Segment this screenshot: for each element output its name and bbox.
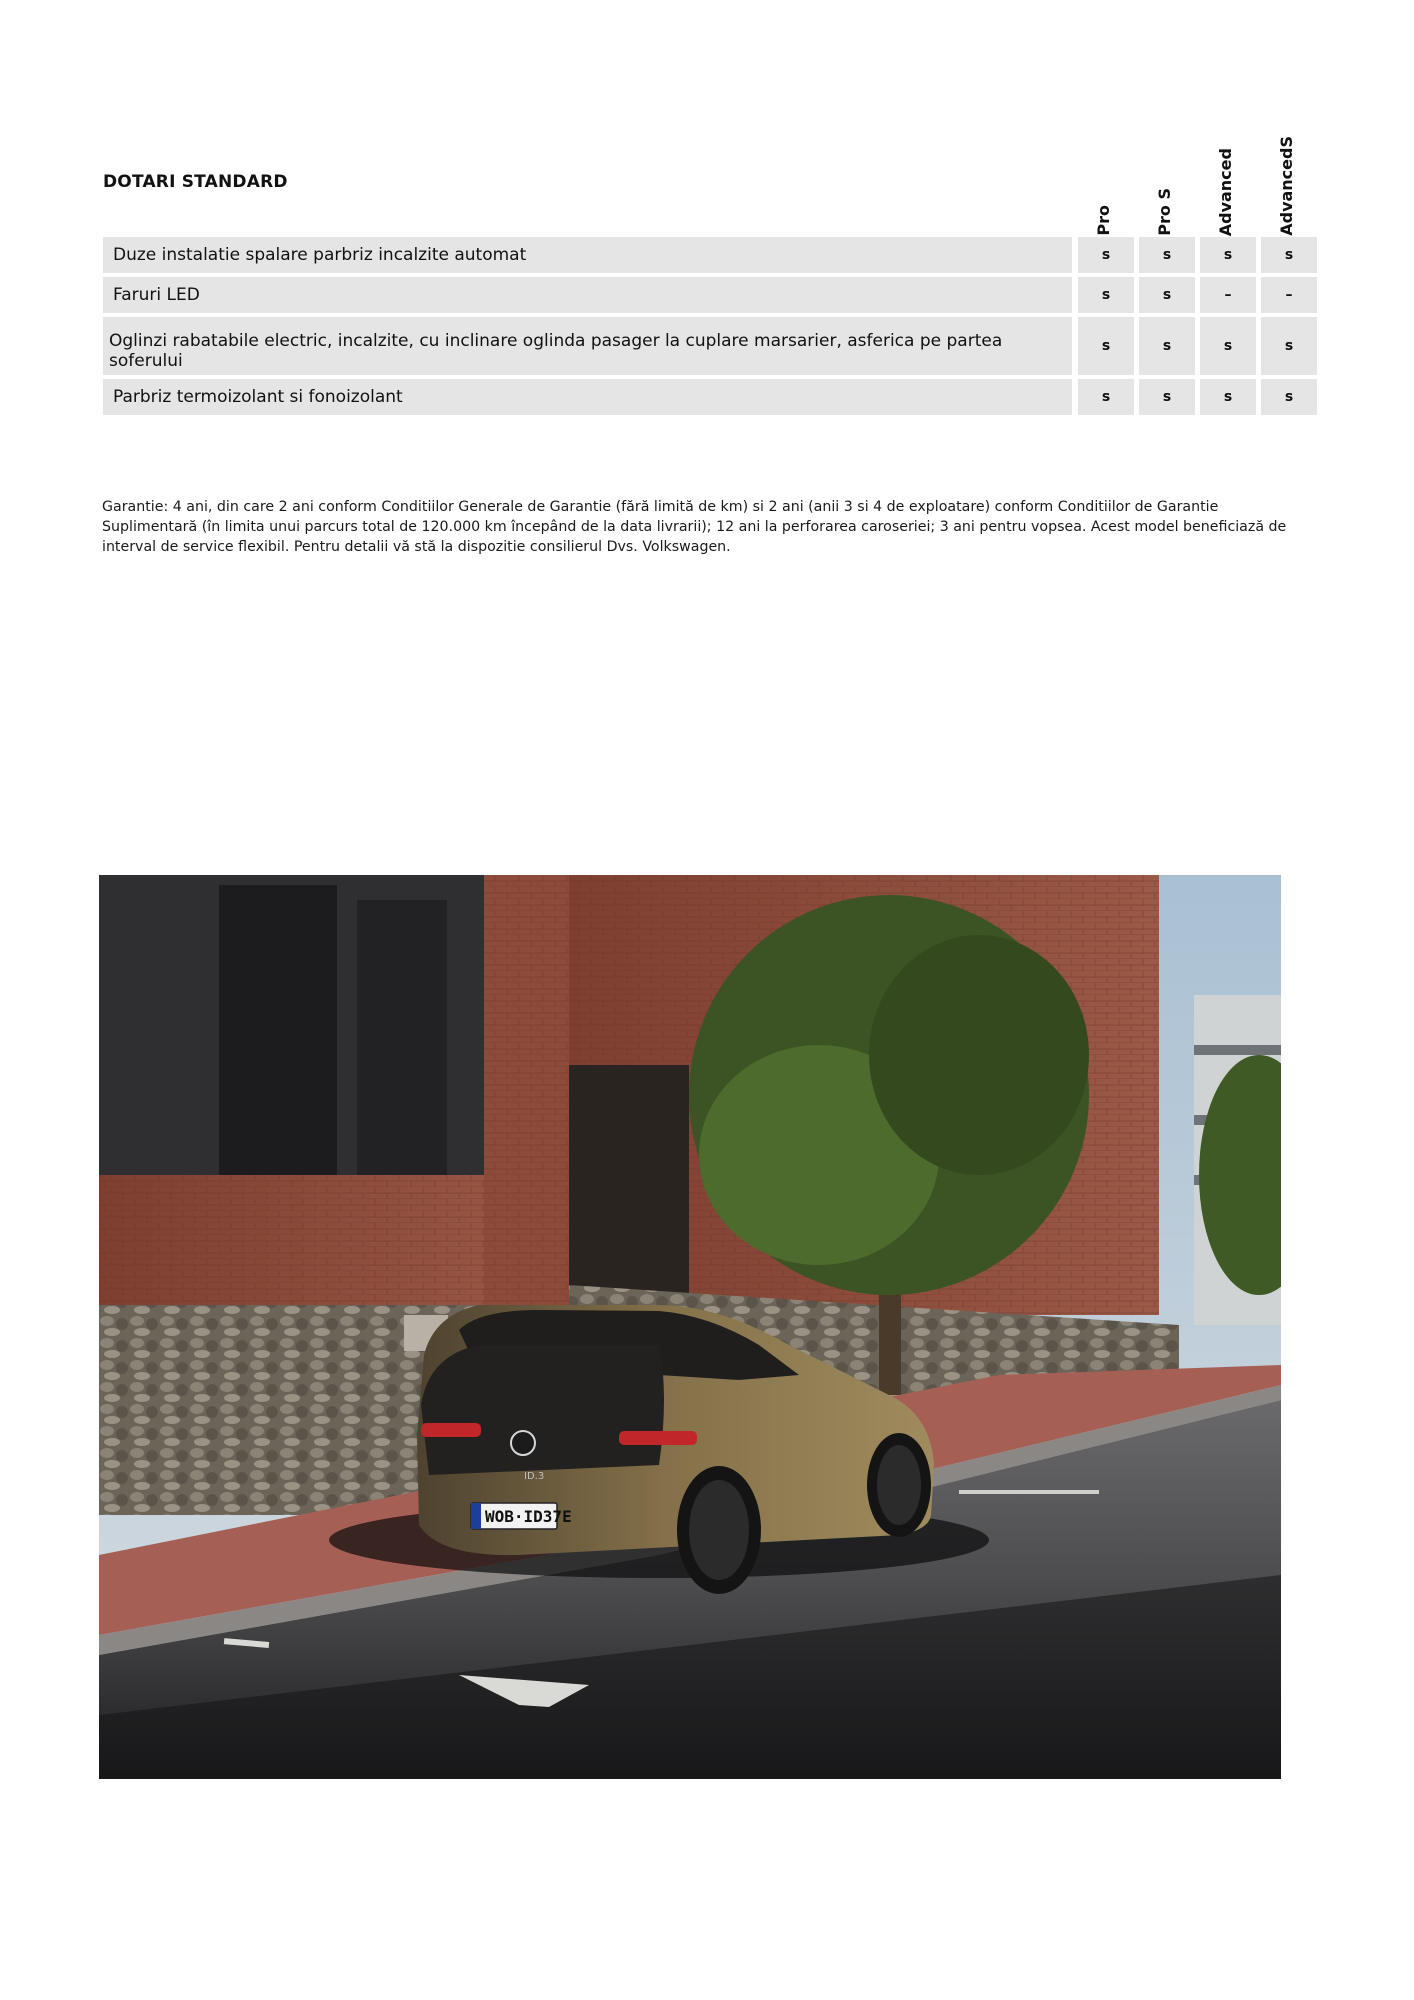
column-header-pro bbox=[1075, 128, 1131, 236]
vw-logo bbox=[511, 1431, 535, 1455]
cell-value: s bbox=[1261, 317, 1317, 375]
column-header-label: AdvancedS bbox=[1276, 136, 1296, 236]
cell-value: s bbox=[1261, 237, 1317, 273]
parking-line bbox=[959, 1490, 1099, 1494]
cell-value: s bbox=[1139, 379, 1195, 415]
cell-value: s bbox=[1200, 379, 1256, 415]
table-row bbox=[103, 237, 1325, 273]
table-row bbox=[103, 277, 1325, 313]
cell-value: – bbox=[1261, 277, 1317, 313]
column-header-advanced bbox=[1197, 128, 1253, 236]
rear-hatch bbox=[421, 1345, 664, 1475]
column-header-label: Advanced bbox=[1215, 147, 1235, 236]
car-photo bbox=[99, 875, 1281, 1779]
section-title: DOTARI STANDARD bbox=[103, 172, 288, 192]
warranty-note: Garantie: 4 ani, din care 2 ani conform Conditiilor Generale de Garantie (fără limită de km) si 2 ani (anii 3 si 4 de exploatare) conform Conditiilor de Garantie Suplimentară (în limita unui parcurs total de 120.000 km începând de la data livrarii); 12 ani la perforarea caroseriei; 3 ani pentru vopsea. Acest model beneficiază de interval de service flexibil. Pentru detalii vă stă la dispozitie consilierul Dvs. Volkswagen. bbox=[102, 499, 1287, 555]
cell-value: s bbox=[1139, 317, 1195, 375]
window-panel bbox=[357, 900, 447, 1175]
table-row bbox=[103, 379, 1325, 415]
row-label: Parbriz termoizolant si fonoizolant bbox=[103, 379, 1072, 415]
column-header-label: Pro bbox=[1093, 205, 1113, 236]
model-badge: ID.3 bbox=[524, 1471, 545, 1482]
table-row bbox=[103, 317, 1325, 375]
cell-value: s bbox=[1200, 237, 1256, 273]
cell-value: s bbox=[1261, 379, 1317, 415]
window-panel bbox=[219, 885, 337, 1175]
column-header-advanced-s bbox=[1258, 128, 1314, 236]
cell-value: s bbox=[1139, 277, 1195, 313]
tail-light-left bbox=[421, 1423, 481, 1437]
tail-light-right bbox=[619, 1431, 697, 1445]
cell-value: s bbox=[1078, 317, 1134, 375]
column-header-label: Pro S bbox=[1154, 188, 1174, 236]
cell-value: s bbox=[1078, 379, 1134, 415]
column-header-pro-s bbox=[1136, 128, 1192, 236]
cell-value: – bbox=[1200, 277, 1256, 313]
license-plate-text: WOB·ID37E bbox=[485, 1507, 572, 1526]
cell-value: s bbox=[1078, 237, 1134, 273]
cell-value: s bbox=[1139, 237, 1195, 273]
row-label: Oglinzi rabatabile electric, incalzite, cu inclinare oglinda pasager la cuplare marsarier, asferica pe partea soferului bbox=[103, 317, 1072, 375]
row-label: Faruri LED bbox=[103, 277, 1072, 313]
row-label: Duze instalatie spalare parbriz incalzite automat bbox=[103, 237, 1072, 273]
cell-value: s bbox=[1200, 317, 1256, 375]
distant-building-balconies bbox=[1194, 1045, 1281, 1055]
cell-value: s bbox=[1078, 277, 1134, 313]
doorway-shadow bbox=[569, 1065, 689, 1315]
